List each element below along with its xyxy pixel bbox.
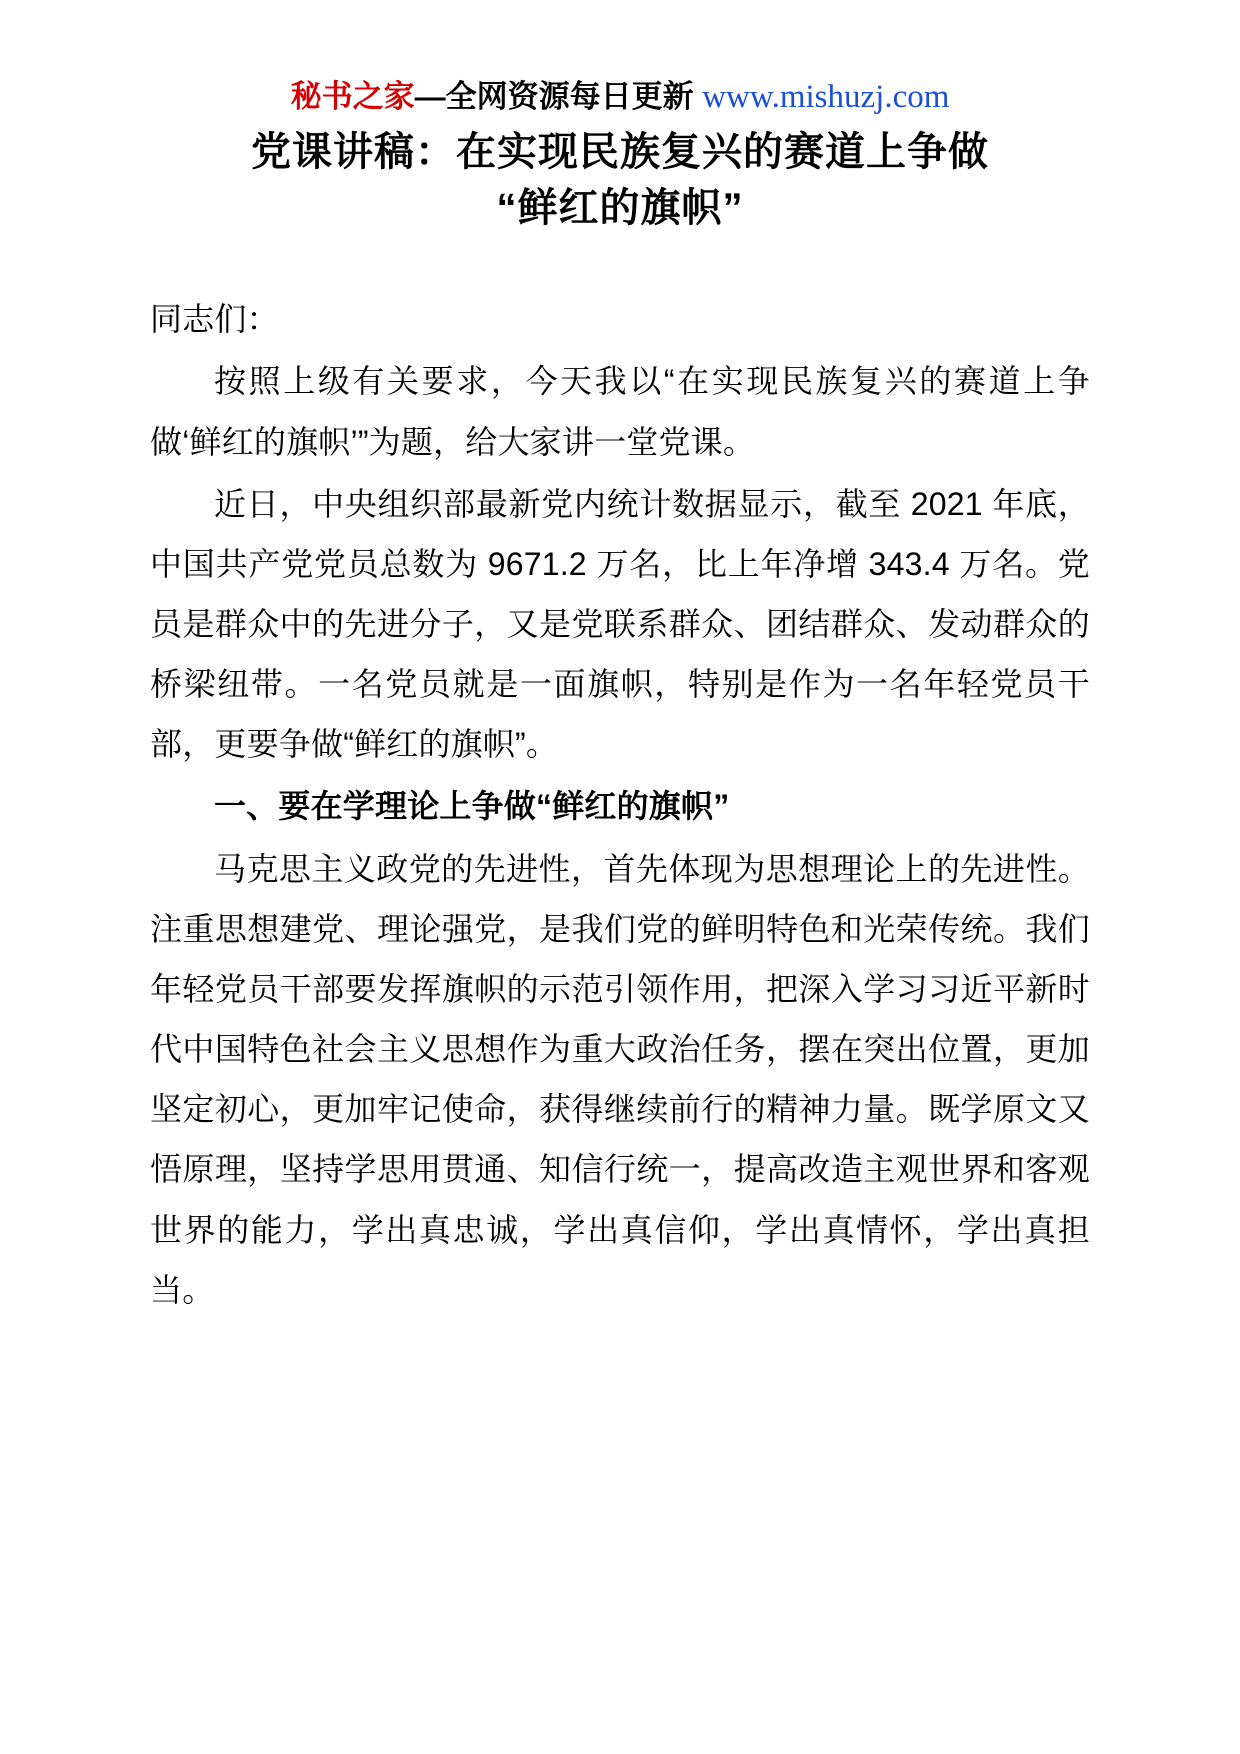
watermark-separator: —全网资源每日更新 bbox=[414, 79, 703, 114]
document-body bbox=[150, 289, 1090, 1320]
salutation: 同志们： bbox=[150, 301, 279, 338]
site-watermark bbox=[150, 78, 1090, 118]
section-paragraph-1: 马克思主义政党的先进性，首先体现为思想理论上的先进性。注重思想建党、理论强党，是我们党的鲜明特色和光荣传统。我们年轻党员干部要发挥旗帜的示范引领作用，把深入学习习近平新时代中国特色社会主义思想作为重大政治任务，摆在突出位置，更加坚定初心，更加牢记使命，获得继续前行的精神力量。既学原文又悟原理，坚持学思用贯通、知信行统一，提高改造主观世界和客观世界的能力，学出真忠诚，学出真信仰，学出真情怀，学出真担当。 bbox=[150, 850, 1090, 1308]
page-title-line-2: “鲜红的旗帜” bbox=[496, 186, 744, 231]
watermark-url[interactable]: www.mishuzj.com bbox=[702, 79, 950, 115]
section-heading-1: 一、要在学理论上争做“鲜红的旗帜” bbox=[214, 788, 730, 825]
page-title bbox=[150, 124, 1090, 238]
paragraph-2: 近日，中央组织部最新党内统计数据显示，截至 2021 年底，中国共产党党员总数为 9671.2 万名，比上年净增 343.4 万名。党员是群众中的先进分子，又是党联系群众、团结群众、发动群众的桥梁纽带。一名党员就是一面旗帜，特别是作为一名年轻党员干部，更要争做“鲜红的旗帜”。 bbox=[150, 485, 1090, 763]
paragraph-1: 按照上级有关要求，今天我以“在实现民族复兴的赛道上争做‘鲜红的旗帜’”为题，给大家讲一堂党课。 bbox=[150, 363, 1090, 460]
page-title-line-1: 党课讲稿：在实现民族复兴的赛道上争做 bbox=[251, 129, 989, 174]
watermark-brand: 秘书之家 bbox=[290, 79, 415, 114]
